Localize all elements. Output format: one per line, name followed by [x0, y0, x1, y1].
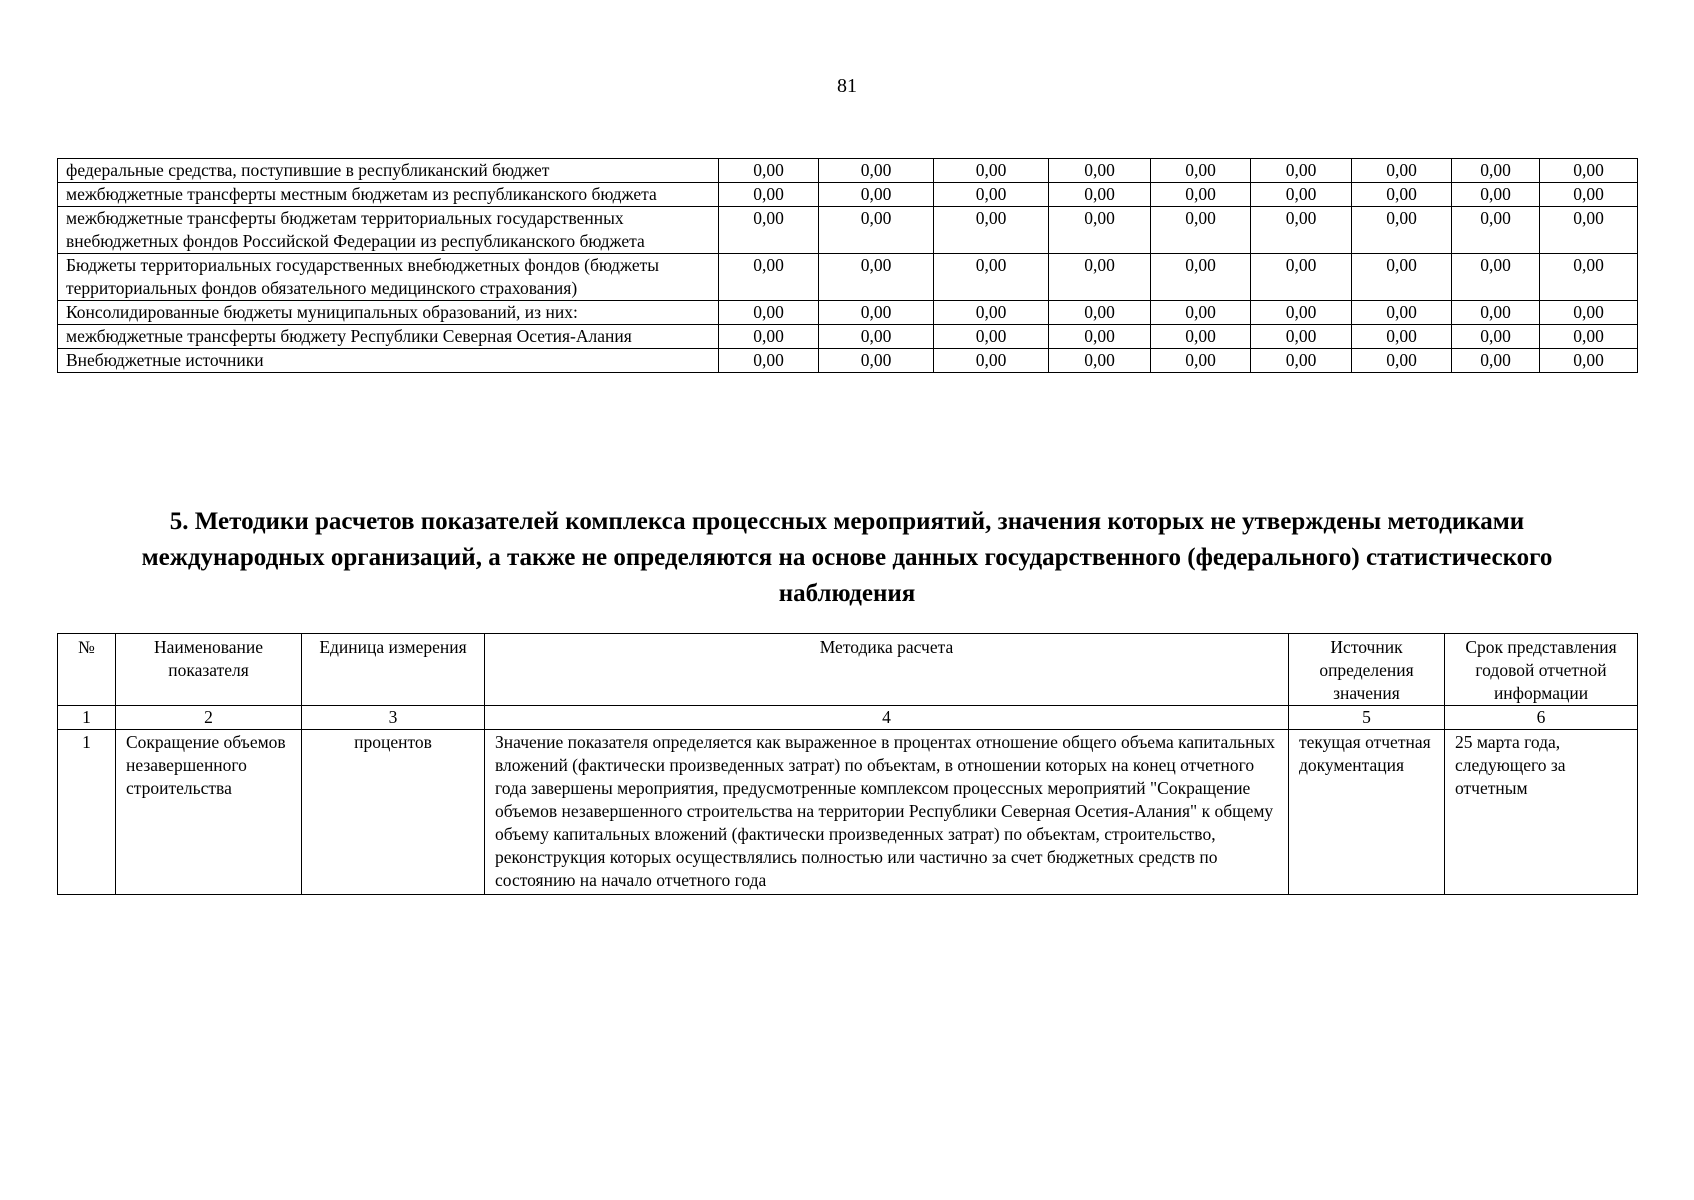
funding-value-cell: 0,00: [1049, 183, 1151, 207]
funding-value-cell: 0,00: [1251, 183, 1352, 207]
funding-value-cell: 0,00: [1352, 301, 1452, 325]
funding-value-cell: 0,00: [1049, 325, 1151, 349]
funding-value-cell: 0,00: [1452, 325, 1540, 349]
column-number: 1: [58, 706, 116, 730]
funding-value-cell: 0,00: [1251, 349, 1352, 373]
funding-value-cell: 0,00: [1352, 159, 1452, 183]
row-number: 1: [58, 730, 116, 895]
funding-value-cell: 0,00: [1251, 301, 1352, 325]
funding-value-cell: 0,00: [1151, 325, 1251, 349]
calculation-method: Значение показателя определяется как выраженное в процентах отношение общего объема капитальных вложений (фактически произведенных затрат) по объектам, в отношении которых на конец отчетного года завершены мероприятия, предусмотренные комплексом процессных мероприятий "Сокращение объемов незавершенного строительства на территории Республики Северная Осетия-Алания" к общему объему капитальных вложений (фактически произведенных затрат) по объектам, строительство, реконструкция которых осуществлялись полностью или частично за счет бюджетных средств по состоянию на начало отчетного года: [485, 730, 1289, 895]
funding-source-label: межбюджетные трансферты бюджетам территориальных государственных внебюджетных фондов Российской Федерации из республиканского бюджета: [58, 207, 719, 254]
header-deadline: Срок представления годовой отчетной информации: [1445, 634, 1638, 706]
funding-value-cell: 0,00: [1049, 207, 1151, 254]
header-number: №: [58, 634, 116, 706]
column-number: 3: [302, 706, 485, 730]
funding-value-cell: 0,00: [1352, 325, 1452, 349]
funding-value-cell: 0,00: [1049, 254, 1151, 301]
funding-value-cell: 0,00: [1452, 183, 1540, 207]
column-number: 5: [1289, 706, 1445, 730]
funding-value-cell: 0,00: [934, 325, 1049, 349]
funding-source-label: межбюджетные трансферты бюджету Республики Северная Осетия-Алания: [58, 325, 719, 349]
funding-value-cell: 0,00: [719, 254, 819, 301]
funding-value-cell: 0,00: [1540, 207, 1638, 254]
funding-value-cell: 0,00: [934, 183, 1049, 207]
column-number-row: [58, 706, 1638, 730]
column-number: 2: [116, 706, 302, 730]
funding-value-cell: 0,00: [819, 254, 934, 301]
funding-source-label: Бюджеты территориальных государственных внебюджетных фондов (бюджеты территориальных фондов обязательного медицинского страхования): [58, 254, 719, 301]
funding-row: [58, 325, 1638, 349]
funding-value-cell: 0,00: [1540, 301, 1638, 325]
funding-value-cell: 0,00: [1540, 254, 1638, 301]
funding-value-cell: 0,00: [1352, 183, 1452, 207]
column-number: 6: [1445, 706, 1638, 730]
funding-value-cell: 0,00: [1540, 325, 1638, 349]
funding-value-cell: 0,00: [1452, 301, 1540, 325]
funding-value-cell: 0,00: [719, 301, 819, 325]
funding-row: [58, 349, 1638, 373]
funding-value-cell: 0,00: [819, 349, 934, 373]
funding-row: [58, 183, 1638, 207]
funding-value-cell: 0,00: [1352, 349, 1452, 373]
methodology-row: [58, 730, 1638, 895]
methodology-table: [57, 633, 1638, 895]
funding-value-cell: 0,00: [1151, 254, 1251, 301]
funding-value-cell: 0,00: [1151, 183, 1251, 207]
funding-value-cell: 0,00: [1151, 301, 1251, 325]
unit-of-measure: процентов: [302, 730, 485, 895]
indicator-name: Сокращение объемов незавершенного строительства: [116, 730, 302, 895]
funding-row: [58, 207, 1638, 254]
header-source: Источник определения значения: [1289, 634, 1445, 706]
funding-value-cell: 0,00: [1540, 159, 1638, 183]
value-source: текущая отчетная документация: [1289, 730, 1445, 895]
funding-value-cell: 0,00: [1452, 159, 1540, 183]
funding-value-cell: 0,00: [1151, 207, 1251, 254]
funding-value-cell: 0,00: [1452, 254, 1540, 301]
funding-value-cell: 0,00: [1452, 349, 1540, 373]
funding-value-cell: 0,00: [1540, 349, 1638, 373]
funding-value-cell: 0,00: [819, 183, 934, 207]
funding-value-cell: 0,00: [719, 349, 819, 373]
funding-value-cell: 0,00: [934, 254, 1049, 301]
reporting-deadline: 25 марта года, следующего за отчетным: [1445, 730, 1638, 895]
funding-value-cell: 0,00: [934, 301, 1049, 325]
funding-value-cell: 0,00: [1251, 254, 1352, 301]
funding-value-cell: 0,00: [1049, 301, 1151, 325]
funding-value-cell: 0,00: [1049, 349, 1151, 373]
funding-value-cell: 0,00: [719, 207, 819, 254]
page-number: 81: [837, 75, 857, 97]
funding-source-label: межбюджетные трансферты местным бюджетам из республиканского бюджета: [58, 183, 719, 207]
funding-value-cell: 0,00: [1251, 159, 1352, 183]
header-indicator-name: Наименование показателя: [116, 634, 302, 706]
funding-value-cell: 0,00: [719, 183, 819, 207]
funding-table-body: [58, 159, 1638, 373]
funding-value-cell: 0,00: [934, 349, 1049, 373]
funding-row: [58, 301, 1638, 325]
funding-value-cell: 0,00: [1049, 159, 1151, 183]
funding-value-cell: 0,00: [719, 325, 819, 349]
funding-source-label: Внебюджетные источники: [58, 349, 719, 373]
funding-value-cell: 0,00: [934, 159, 1049, 183]
header-unit: Единица измерения: [302, 634, 485, 706]
funding-value-cell: 0,00: [819, 325, 934, 349]
funding-row: [58, 159, 1638, 183]
funding-value-cell: 0,00: [1151, 159, 1251, 183]
funding-value-cell: 0,00: [1452, 207, 1540, 254]
funding-value-cell: 0,00: [1251, 325, 1352, 349]
funding-row: [58, 254, 1638, 301]
funding-source-label: Консолидированные бюджеты муниципальных образований, из них:: [58, 301, 719, 325]
funding-value-cell: 0,00: [819, 301, 934, 325]
funding-source-label: федеральные средства, поступившие в республиканский бюджет: [58, 159, 719, 183]
funding-value-cell: 0,00: [1352, 254, 1452, 301]
methodology-header-row: [58, 634, 1638, 706]
funding-value-cell: 0,00: [1251, 207, 1352, 254]
funding-value-cell: 0,00: [819, 207, 934, 254]
funding-value-cell: 0,00: [934, 207, 1049, 254]
funding-value-cell: 0,00: [1151, 349, 1251, 373]
funding-value-cell: 0,00: [1352, 207, 1452, 254]
header-method: Методика расчета: [485, 634, 1289, 706]
funding-value-cell: 0,00: [819, 159, 934, 183]
funding-sources-table: [57, 158, 1638, 373]
funding-value-cell: 0,00: [719, 159, 819, 183]
section-title: 5. Методики расчетов показателей комплекса процессных мероприятий, значения которых не утверждены методиками международных организаций, а также не определяются на основе данных государственного (федерального) статистического наблюдения: [141, 508, 1553, 607]
column-number: 4: [485, 706, 1289, 730]
funding-value-cell: 0,00: [1540, 183, 1638, 207]
